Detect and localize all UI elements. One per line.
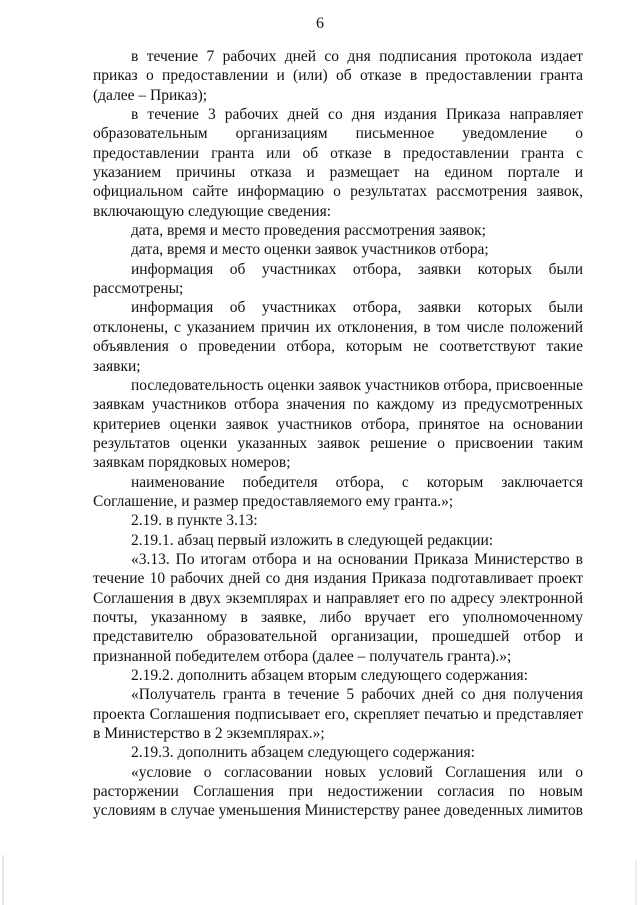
- document-body: [93, 47, 583, 821]
- paragraph-7: последовательность оценки заявок участников отбора, присвоенные заявкам участников отбора значения по каждому из предусмотренных критериев оценки заявок участников отбора, принятое на основании результатов оценки указанных заявок решение о присвоении таким заявкам порядковых номеров;: [93, 376, 583, 472]
- paragraph-1: в течение 7 рабочих дней со дня подписания протокола издает приказ о предоставлении и (или) об отказе в предоставлении гранта (далее – Приказ);: [93, 48, 583, 104]
- paragraph-12: 2.19.2. дополнить абзацем вторым следующего содержания:: [131, 667, 528, 684]
- paragraph-14: 2.19.3. дополнить абзацем следующего содержания:: [131, 744, 475, 762]
- paragraph-6: информация об участниках отбора, заявки которых были отклонены, с указанием причин их отклонения, в том числе положений объявления о проведении отбора, которым не соответствуют такие заявки;: [93, 299, 583, 375]
- paragraph-5: информация об участниках отбора, заявки которых были рассмотрены;: [93, 260, 583, 298]
- paragraph-13: «Получатель гранта в течение 5 рабочих дней со дня получения проекта Соглашения подписывает его, скрепляет печатью и представляет в Министерство в 2 экземплярах.»;: [93, 686, 583, 743]
- paragraph-8: наименование победителя отбора, с которым заключается Соглашение, и размер предоставляемого ему гранта.»;: [93, 473, 583, 510]
- paragraph-2: в течение 3 рабочих дней со дня издания Приказа направляет образовательным организациям письменное уведомление о предоставлении гранта или об отказе в предоставлении гранта с указанием причины отказа и размещает на едином портале и официальном сайте информацию о результатах рассмотрения заявок, включающую следующие сведения:: [93, 106, 583, 220]
- paragraph-4: дата, время и место оценки заявок участников отбора;: [131, 241, 489, 259]
- paragraph-11: «3.13. По итогам отбора и на основании Приказа Министерство в течение 10 рабочих дней со дня издания Приказа подготавливает проект Соглашения в двух экземплярах и направляет его по адресу электронной почты, указанному в заявке, либо вручает его уполномоченному представителю образовательной организации, прошедшей отбор и признанной победителем отбора (далее – получатель гранта).»;: [93, 550, 583, 665]
- paragraph-3: дата, время и место проведения рассмотрения заявок;: [131, 222, 486, 240]
- paragraph-10: 2.19.1. абзац первый изложить в следующей редакции:: [131, 531, 494, 549]
- page-number: 6: [316, 15, 324, 32]
- paragraph-15: «условие о согласовании новых условий Соглашения или о расторжении Соглашения при недостижении согласия по новым условиям в случае уменьшения Министерству ранее доведенных лимитов: [93, 763, 583, 820]
- paragraph-9: 2.19. в пункте 3.13:: [131, 512, 258, 530]
